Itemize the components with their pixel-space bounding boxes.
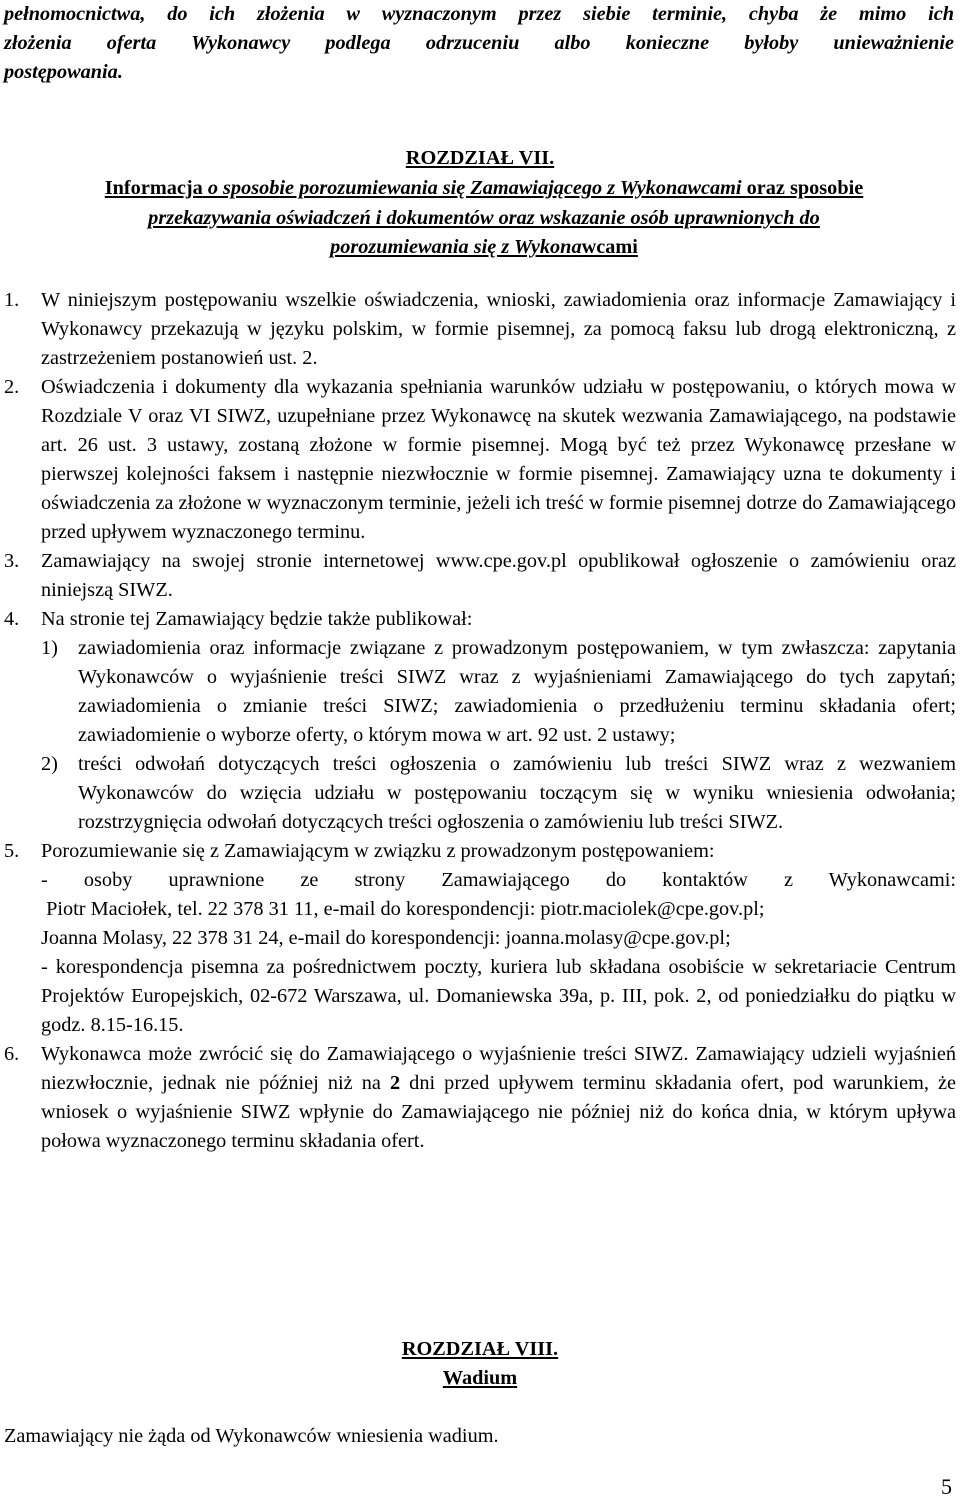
intro-paragraph	[4, 0, 954, 87]
chapter-7-subtitle-line-1	[14, 174, 954, 204]
intro-line-1: pełnomocnictwa, do ich złożenia w wyznaczonym przez siebie terminie, chyba że mimo ich	[4, 3, 954, 25]
list-item-text: Oświadczenia i dokumenty dla wykazania spełniania warunków udziału w postępowaniu, o których mowa w Rozdziale V oraz VI SIWZ, uzupełniane przez Wykonawcę na skutek wezwania Zamawiającego, na podstawie art. 26 ust. 3 ustawy, zostaną złożone w formie pisemnej. Mogą być też przez Wykonawcę przesłane w pierwszej kolejności faksem i następnie niezwłocznie w formie pisemnej. Zamawiający uzna te dokumenty i oświadczenia za złożone w wyznaczonym terminie, jeżeli ich treść w formie pisemnej dotrze do Zamawiającego przed upływem wyznaczonego terminu.	[41, 376, 956, 543]
sub-list-item-text: zawiadomienia oraz informacje związane z prowadzonym postępowaniem, w tym zwłaszcza: zapytania Wykonawców o wyjaśnienie treści SIWZ wraz z wyjaśnieniami Zamawiającego do tych zapytań; zawiadomienia o zmianie treści SIWZ; zawiadomienia o przedłużeniu terminu składania ofert; zawiadomienie o wyborze oferty, o którym mowa w art. 92 ust. 2 ustawy;	[78, 637, 956, 746]
chapter-7-subtitle-line-3	[14, 233, 954, 263]
list-item-text: Na stronie tej Zamawiający będzie także publikował:	[41, 608, 473, 630]
list-item-text-bold: 2	[389, 1072, 401, 1094]
chapter-7-subtitle-line-2	[14, 204, 954, 234]
list-item-number: 6.	[4, 1043, 20, 1065]
sub-list	[41, 634, 956, 837]
chapter-8-title-text: ROZDZIAŁ VIII.	[401, 1338, 559, 1360]
chapter-8-title	[0, 1335, 960, 1364]
list-item-text-part-1: Wykonawca może zwrócić się do Zamawiającego o wyjaśnienie treści SIWZ. Zamawiający udzieli wyjaśnień niezwłocznie, jednak nie później niż na	[41, 1043, 956, 1094]
subtitle-line-3-italic: porozumiewania się z Wykona	[330, 236, 582, 258]
subtitle-middle: o sposobie porozumiewania się Zamawiającego z Wykonawcami	[202, 177, 747, 199]
chapter-7-title-text: ROZDZIAŁ VII.	[405, 147, 555, 169]
chapter-7-subtitle	[14, 174, 954, 263]
contact-person-1: Piotr Maciołek, tel. 22 378 31 11, e-mail do korespondencji: piotr.maciolek@cpe.gov.pl;	[41, 898, 765, 920]
intro-line-2: złożenia oferta Wykonawcy podlega odrzuceniu albo konieczne byłoby unieważnienie	[4, 32, 954, 54]
subtitle-word-informacja: Informacja	[104, 177, 203, 199]
list-item-number: 1.	[4, 289, 20, 311]
list-item	[4, 605, 956, 837]
chapter-8-subtitle-text: Wadium	[442, 1367, 518, 1389]
list-item-text: Zamawiający na swojej stronie internetowej www.cpe.gov.pl opublikował ogłoszenie o zamówieniu oraz niniejszą SIWZ.	[41, 550, 956, 601]
contact-persons-line: - osoby uprawnione ze strony Zamawiającego do kontaktów z Wykonawcami:	[41, 869, 956, 891]
subtitle-line-3-bold: wcami	[581, 236, 638, 258]
no-deposit-statement: Zamawiający nie żąda od Wykonawców wniesienia wadium.	[4, 1425, 499, 1447]
sub-list-item-number: 1)	[41, 637, 58, 659]
chapter-7-title	[0, 144, 960, 173]
page-number: 5	[941, 1474, 952, 1499]
correspondence-info: - korespondencja pisemna za pośrednictwem poczty, kuriera lub składana osobiście w sekretariacie Centrum Projektów Europejskich, 02-672 Warszawa, ul. Domaniewska 39a, p. III, pok. 2, od poniedziałku do piątku w godz. 8.15-16.15.	[41, 956, 956, 1036]
sub-list-item	[41, 750, 956, 837]
contact-person-2: Joanna Molasy, 22 378 31 24, e-mail do korespondencji: joanna.molasy@cpe.gov.pl;	[41, 927, 731, 949]
sub-list-item-text: treści odwołań dotyczących treści ogłoszenia o zamówieniu lub treści SIWZ wraz z wezwaniem Wykonawców do wzięcia udziału w postępowaniu toczącym się w wyniku wniesienia odwołania; rozstrzygnięcia odwołań dotyczących treści ogłoszenia o zamówieniu lub treści SIWZ.	[78, 753, 956, 833]
intro-line-3: postępowania.	[4, 61, 123, 83]
list-item-text: W niniejszym postępowaniu wszelkie oświadczenia, wnioski, zawiadomienia oraz informacje Zamawiający i Wykonawcy przekazują w języku polskim, w formie pisemnej, za pomocą faksu lub drogą elektroniczną, z zastrzeżeniem postanowień ust. 2.	[41, 289, 956, 369]
list-item-number: 2.	[4, 376, 20, 398]
list-item	[4, 286, 956, 373]
list-item	[4, 373, 956, 547]
subtitle-line-2-text: przekazywania oświadczeń i dokumentów oraz wskazanie osób uprawnionych do	[148, 206, 820, 229]
list-item-text: Porozumiewanie się z Zamawiającym w związku z prowadzonym postępowaniem:	[41, 840, 715, 862]
list-item	[4, 547, 956, 605]
sub-list-item-number: 2)	[41, 753, 58, 775]
subtitle-end: oraz sposobie	[746, 177, 864, 199]
list-item-text-part-2: dni przed upływem terminu składania ofert, pod warunkiem, że wniosek o wyjaśnienie SIWZ wpłynie do Zamawiającego nie później niż do końca dnia, w którym upływa połowa wyznaczonego terminu składania ofert.	[41, 1072, 956, 1152]
list-item-number: 4.	[4, 608, 20, 630]
sub-list-item	[41, 634, 956, 750]
list-item	[4, 837, 956, 1040]
chapter-7-list	[4, 286, 956, 1156]
list-item	[4, 1040, 956, 1156]
list-item-text	[41, 1040, 956, 1156]
chapter-8-subtitle	[0, 1364, 960, 1393]
list-item-number: 3.	[4, 550, 20, 572]
list-item-number: 5.	[4, 840, 20, 862]
